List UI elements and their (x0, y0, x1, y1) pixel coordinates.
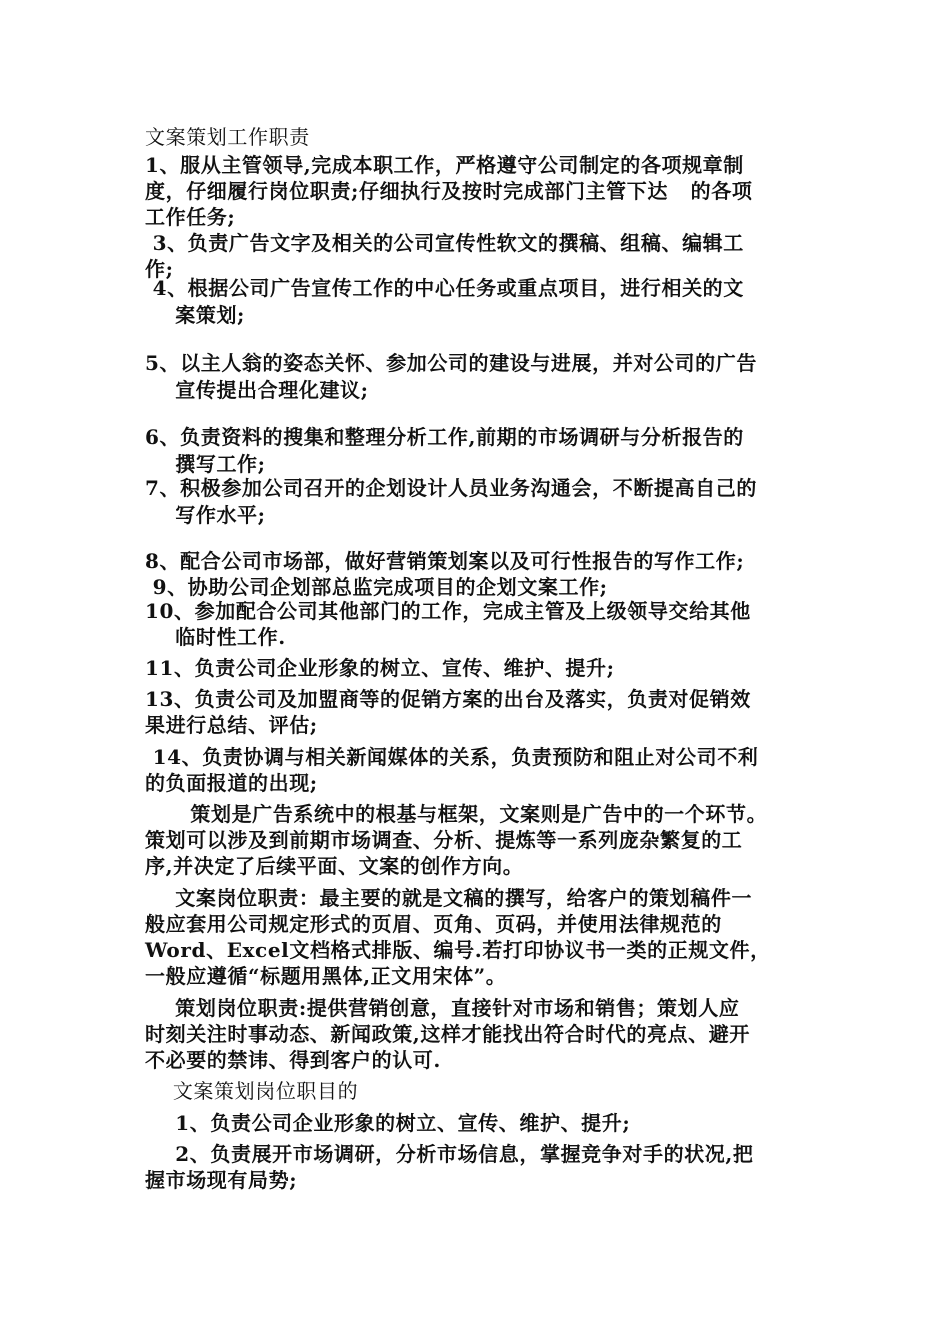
text-line: 案策划; (145, 303, 246, 327)
text-line: 策划岗位职责:提供营销创意，直接针对市场和销售；策划人应 (145, 996, 740, 1020)
text-line: 6、负责资料的搜集和整理分析工作,前期的市场调研与分析报告的 (145, 425, 744, 449)
text-line: 不必要的禁讳、得到客户的认可. (145, 1048, 441, 1072)
text-line: 策划可以涉及到前期市场调查、分析、提炼等一系列庞杂繁复的工 (145, 828, 743, 852)
text-line: 撰写工作; (145, 452, 266, 476)
text-line: 序,并决定了后续平面、文案的创作方向。 (145, 854, 524, 878)
text-line: 般应套用公司规定形式的页眉、页角、页码，并使用法律规范的 (145, 912, 722, 936)
text-line: 13、负责公司及加盟商等的促销方案的出台及落实，负责对促销效 (145, 687, 751, 711)
text-line: 11、负责公司企业形象的树立、宣传、维护、提升; (145, 656, 615, 680)
text-line: 2、负责展开市场调研，分析市场信息，掌握竞争对手的状况,把 (145, 1142, 754, 1166)
text-line: 度，仔细履行岗位职责;仔细执行及按时完成部门主管下达 的各项 (145, 179, 753, 203)
text-line: 策划是广告系统中的根基与框架，文案则是广告中的一个环节。 (145, 802, 768, 826)
text-line: 10、参加配合公司其他部门的工作，完成主管及上级领导交给其他 (145, 599, 751, 623)
text-line: 1、负责公司企业形象的树立、宣传、维护、提升; (145, 1111, 631, 1135)
text-line: 工作任务; (145, 205, 236, 229)
text-line: 一般应遵循“标题用黑体,正文用宋体”。 (145, 964, 507, 988)
text-line: 握市场现有局势; (145, 1168, 298, 1192)
text-line: 7、积极参加公司召开的企划设计人员业务沟通会，不断提高自己的 (145, 476, 757, 500)
text-line: 时刻关注时事动态、新闻政策,这样才能找出符合时代的亮点、避开 (145, 1022, 750, 1046)
text-line: 5、以主人翁的姿态关怀、参加公司的建设与进展，并对公司的广告 (145, 351, 757, 375)
text-line: 文案岗位职责：最主要的就是文稿的撰写，给客户的策划稿件一 (145, 886, 753, 910)
text-line: 14、负责协调与相关新闻媒体的关系，负责预防和阻止对公司不利 (145, 745, 759, 769)
text-line: 3、负责广告文字及相关的公司宣传性软文的撰稿、组稿、编辑工 (145, 231, 744, 255)
text-line: 8、配合公司市场部，做好营销策划案以及可行性报告的写作工作; (145, 549, 745, 573)
text-line: 果进行总结、评估; (145, 713, 318, 737)
text-line: 文案策划岗位职目的 (145, 1079, 359, 1103)
document-title: 文案策划工作职责 (145, 125, 310, 149)
text-line: 写作水平; (145, 503, 266, 527)
text-line: 作; (145, 257, 174, 281)
text-line: 临时性工作. (145, 625, 286, 649)
text-line: 的负面报道的出现; (145, 771, 318, 795)
text-line: Word、Excel文档格式排版、编号.若打印协议书一类的正规文件， (145, 938, 771, 962)
text-line: 4、根据公司广告宣传工作的中心任务或重点项目，进行相关的文 (145, 276, 744, 300)
text-line: 1、服从主管领导,完成本职工作，严格遵守公司制定的各项规章制 (145, 153, 744, 177)
text-line: 9、协助公司企划部总监完成项目的企划文案工作; (145, 575, 608, 599)
text-line: 宣传提出合理化建议; (145, 378, 369, 402)
